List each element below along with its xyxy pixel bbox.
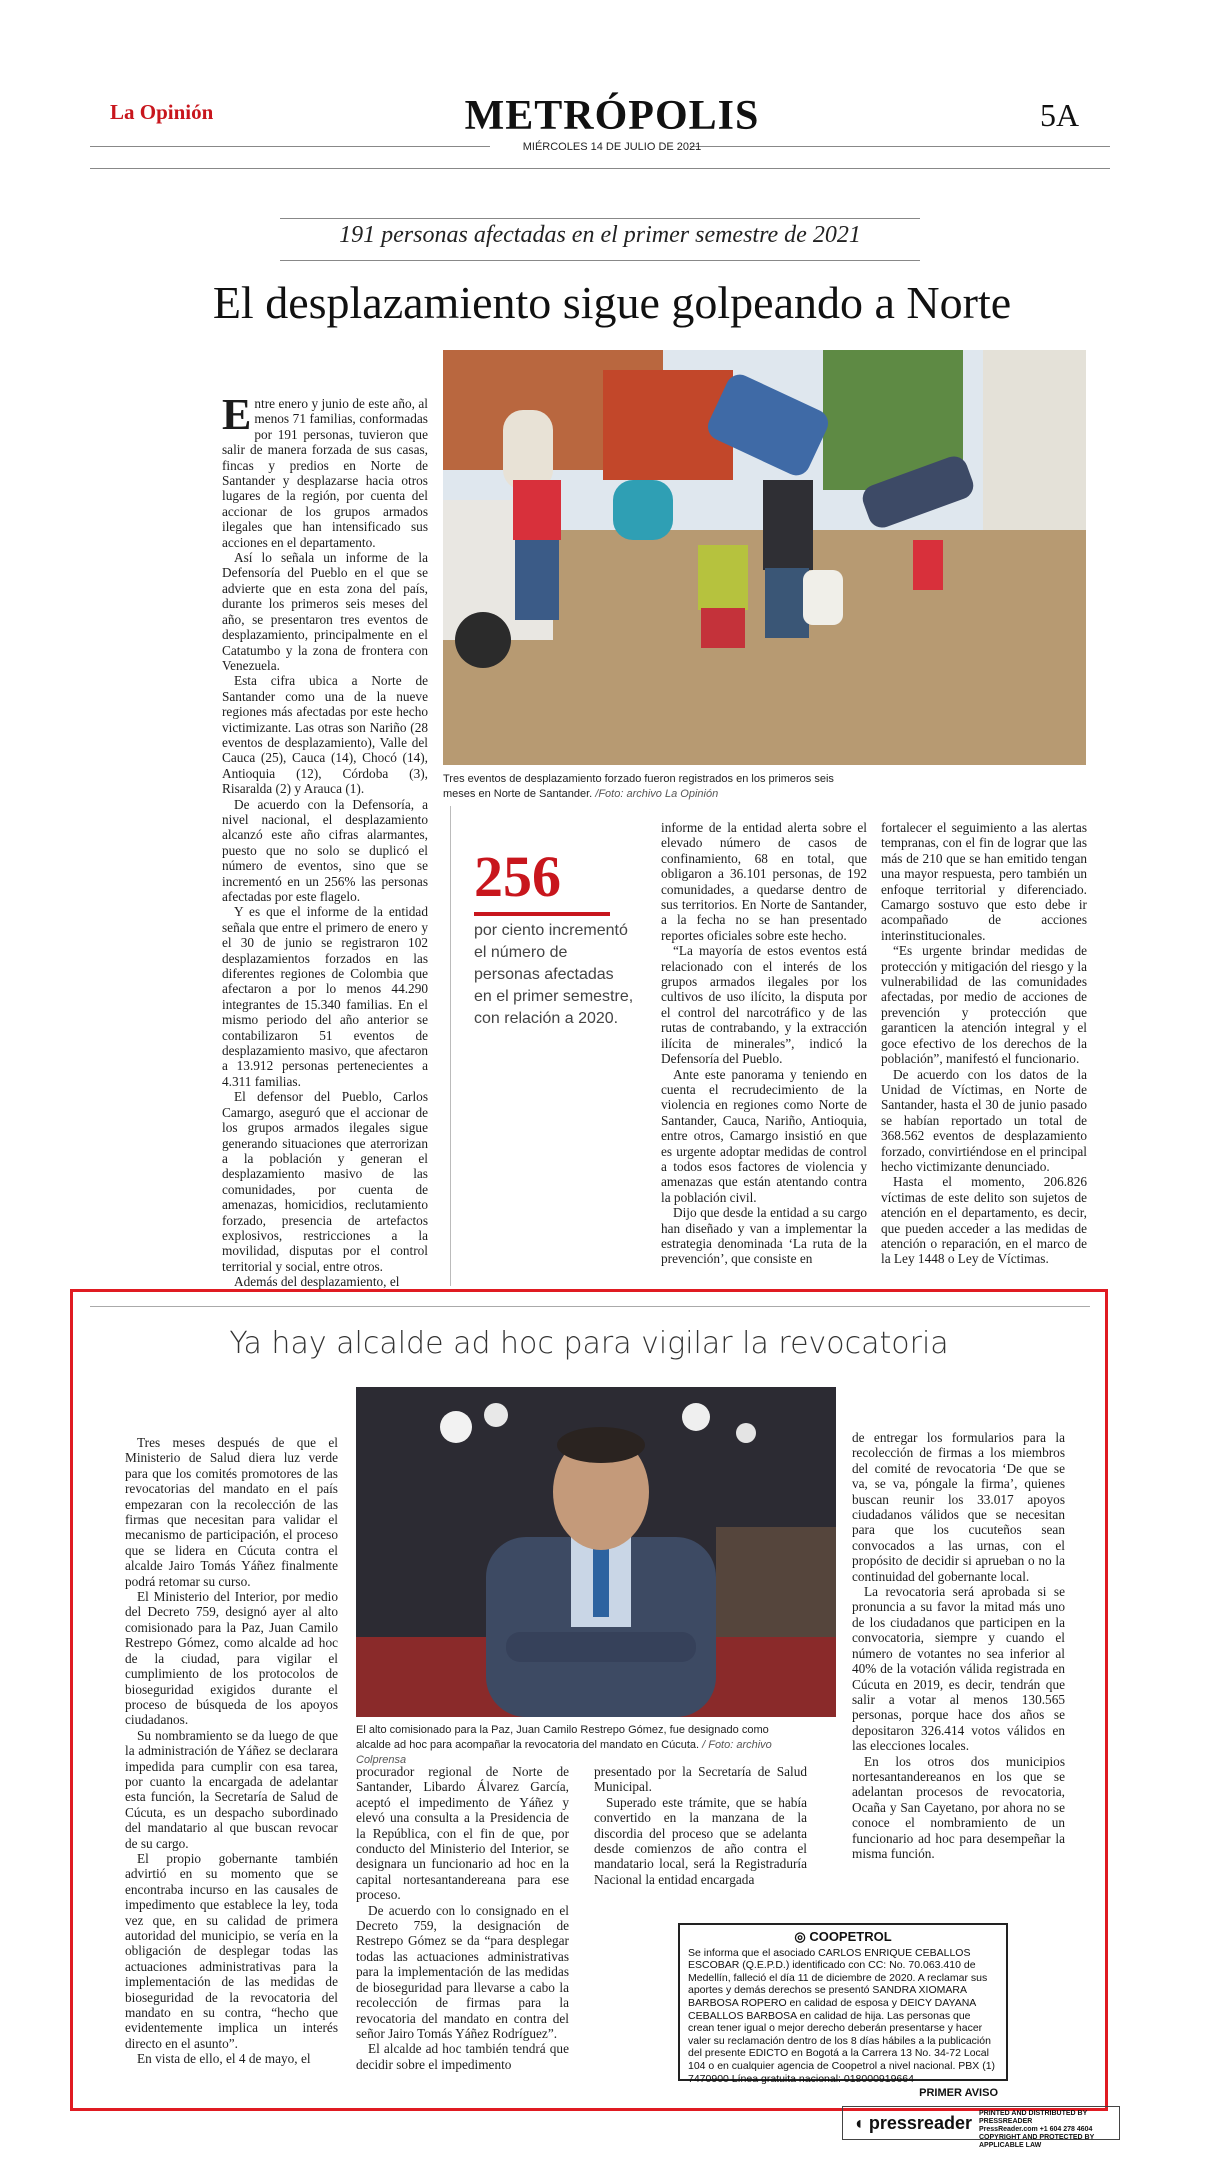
story-paragraph: En vista de ello, el 4 de mayo, el	[137, 2051, 311, 2067]
second-story-rule	[90, 1306, 1090, 1307]
story-paragraph: El alcalde ad hoc también tendrá que decidir sobre el impedimento	[356, 2041, 569, 2072]
displacement-photo-illustration	[443, 350, 1086, 765]
story-paragraph: Y es que el informe de la entidad señala que entre el primero de enero y el 30 de junio se registraron 102 desplazamientos forzados en las diferentes regiones de Colombia que afectaron a por lo menos 44.290 integrantes de 15.340 familias. En el mismo periodo del año anterior se contabilizaron 51 eventos de desplazamiento masivo, que afectaron a 13.912 personas pertenecientes a 4.311 familias.	[222, 904, 428, 1089]
pressreader-info: PRINTED AND DISTRIBUTED BY PRESSREADER PressReader.com +1 604 278 4604 COPYRIGHT AND PROTECTED BY APPLICABLE LAW	[979, 2110, 1095, 2149]
coopetrol-logo-icon: ◎	[794, 1929, 806, 1944]
story-kicker: 191 personas afectadas en el primer semestre de 2021	[339, 222, 861, 248]
story-paragraph: Tres meses después de que el Ministerio de Salud diera luz verde para que los comités promotores de las revocatorias del mandato en el país empezaran con la recolección de las firmas que necesitan para validar el mecanismo de participación, el proceso que se lidera en Cúcuta contra el alcalde Jairo Tomás Yáñez finalmente podrá retomar su curso.	[125, 1435, 338, 1589]
story-paragraph: El propio gobernante también advirtió en su momento que se encontraba incurso en las causales de impedimento que establece la ley, toda vez que, en su calidad de primera autoridad del municipio, se vería en la obligación de desplegar todas las actuaciones administrativas para la implementación de las medidas de bioseguridad de la revocatoria del mandato en su contra, “hecho que evidentemente implica un interés directo en el asunto”.	[125, 1850, 338, 2051]
second-story-column-1	[125, 1435, 338, 2067]
photo-credit: / Foto: archivo Colprensa	[356, 1739, 772, 1766]
story-paragraph: El Ministerio del Interior, por medio del Decreto 759, designó ayer al alto comisionado para la Paz, Juan Camilo Restrepo Gómez, como alcalde ad hoc de la ciudad, para vigilar el cumplimiento de los protocolos de bioseguridad exigidos durante el proceso de búsqueda de los apoyos ciudadanos.	[125, 1589, 338, 1728]
second-story-headline: Ya hay alcalde ad hoc para vigilar la revocatoria	[229, 1326, 949, 1361]
header-rule-bottom	[90, 168, 1110, 169]
photo-credit: /Foto: archivo La Opinión	[595, 788, 719, 800]
second-story-column-3	[594, 1764, 807, 1887]
story-paragraph: De acuerdo con lo consignado en el Decreto 759, la designación de Restrepo Gómez se da “para desplegar todas las actuaciones administrativas para la implementación de las medidas de bioseguridad para llevarse a cabo la recolección de firmas para la revocatoria del mandato en contra del señor Jairo Tomás Yáñez Rodríguez”.	[356, 1902, 569, 2041]
story-paragraph: Dijo que desde la entidad a su cargo han diseñado y van a implementar la estrategia denominada ‘La ruta de la prevención’, que consiste en	[661, 1205, 867, 1267]
story-column-3	[661, 820, 867, 1267]
story-paragraph: Hasta el momento, 206.826 víctimas de este delito son sujetos de atención en el departamento, es decir, que pueden acceder a las medidas de atención o reparación, en el marco de la Ley 1448 o Ley de Víctimas.	[881, 1174, 1087, 1267]
story-paragraph: De acuerdo con los datos de la Unidad de Víctimas, en Norte de Santander, hasta el 30 de junio pasado se habían reportado un total de 368.562 eventos de desplazamiento forzado, convirtiéndose en el principal hecho victimizante denunciado.	[881, 1066, 1087, 1174]
notice-brand: ◎ COOPETROL	[794, 1929, 892, 1944]
story-column-1	[222, 390, 428, 1290]
second-story-column-4	[852, 1430, 1065, 1861]
notice-body: Se informa que el asociado CARLOS ENRIQUE CEBALLOS ESCOBAR (Q.E.P.D.) identificado con CC: No. 70.063.410 de Medellín, falleció el día 11 de diciembre de 2020. A reclamar sus aportes y demás derechos se presentó SANDRA XIOMARA BARBOSA ROPERO en calidad de esposa y DEICY DAYANA CEBALLOS BARBOSA en calidad de hija. Las personas que crean tener igual o mejor derecho deberán presentarse y hacer valer su reclamación dentro de los 8 días hábiles a la publicación del presente EDICTO en Bogotá a la Carrera 13 No. 34-72 Local 104 o en cualquier agencia de Coopetrol a nivel nacional. PBX (1) 7470900 Línea gratuita nacional: 018000919664	[688, 1946, 996, 2085]
story-paragraph: Su nombramiento se da luego de que la administración de Yáñez se declarara impedida para cumplir con esa tarea, por cuanto la encargada de adelantar esta función, la Secretaría de Salud de Cúcuta, es un despacho subordinado del mandatario al que buscan revocar de su cargo.	[125, 1727, 338, 1851]
page-number: 5A	[1040, 97, 1080, 133]
story-paragraph: Así lo señala un informe de la Defensoría del Pueblo en el que se advierte que en esta zona del país, durante los primeros seis meses del año, se presentaron tres eventos de desplazamiento, principalmente en el Catatumbo y la zona de frontera con Venezuela.	[222, 550, 428, 673]
story-paragraph: procurador regional de Norte de Santander, Libardo Álvarez García, aceptó el impedimento de Yáñez y elevó una consulta a la Presidencia de la República, con el fin de que, por conducto del Ministerio del Interior, se designara un funcionario ad hoc en la capital nortesantandereana para ese proceso.	[356, 1764, 569, 1903]
story-paragraph: “Es urgente brindar medidas de protección y mitigación del riesgo y la vulnerabilidad de las comunidades afectadas, por medio de acciones de prevención y protección que garanticen la atención integral y el goce efectivo de los derechos de la población”, manifestó el funcionario.	[881, 943, 1087, 1067]
pressreader-badge[interactable]	[842, 2106, 1120, 2149]
newspaper-logo: La Opinión	[110, 100, 214, 124]
kicker-rule-bottom	[280, 260, 920, 261]
second-story-column-2	[356, 1764, 569, 2072]
story-paragraph: Entre enero y junio de este año, al menos 71 familias, conformadas por 191 personas, tuvieron que salir de manera forzada de sus casas, fincas y predios en Norte de Santander y desplazarse hacia otros lugares de la región, por cuenta del accionar de los grupos armados ilegales que han intensificado sus acciones en el departamento.	[222, 390, 428, 550]
legal-notice	[678, 1923, 1008, 2100]
story-paragraph: De acuerdo con la Defensoría, a nivel nacional, el desplazamiento alcanzó este año cifras alarmantes, puesto que no solo se duplicó el número de eventos, sino que se incrementó en un 256% las personas afectadas por este flagelo.	[222, 796, 428, 904]
story-paragraph: Esta cifra ubica a Norte de Santander como una de la nueve regiones más afectadas por este hecho victimizante. Las otras son Nariño (28 eventos de desplazamiento), Valle del Cauca (25), Cauca (14), Chocó (14), Antioquia (12), Córdoba (3), Risaralda (2) y Arauca (1).	[222, 673, 428, 797]
story-paragraph: fortalecer el seguimiento a las alertas tempranas, con el fin de lograr que las más de 210 que se han emitido tengan una mayor respuesta, pero también un enfoque territorial y diferenciado. Camargo sostuvo que esto debe ir acompañado de acciones interinstitucionales.	[881, 820, 1087, 943]
story-paragraph: de entregar los formularios para la recolección de firmas a los miembros del comité de revocatoria ‘De que se va, se va, póngale la firma’, quienes buscan reunir los 33.017 apoyos ciudadanos válidos que se necesitan para que los cucuteños sean convocados a las urnas, con el propósito de decidir si aprueban o no la continuidad del gobernante local.	[852, 1430, 1065, 1584]
story-headline: El desplazamiento sigue golpeando a Norte	[212, 277, 1012, 328]
official-portrait-photo	[356, 1387, 836, 1717]
story-paragraph: En los otros dos municipios nortesantandereanos en los que se adelantan procesos de revocatoria, Ocaña y San Cayetano, por ahora no se conoce el nombramiento de un funcionario ad hoc para desempeñar la misma función.	[852, 1753, 1065, 1861]
callout-text: por ciento incrementó el número de personas afectadas en el primer semestre, con relación a 2020.	[474, 922, 634, 1027]
photo-caption: Tres eventos de desplazamiento forzado fueron registrados en los primeros seis meses en Norte de Santander. /Foto: archivo La Opinión	[443, 773, 834, 800]
column-divider	[450, 806, 451, 1286]
pressreader-logo: ◖ pressreader	[853, 2113, 972, 2133]
dateline: MIÉRCOLES 14 DE JULIO DE 2021	[522, 141, 702, 153]
official-portrait-illustration	[356, 1387, 836, 1717]
story-paragraph: “La mayoría de estos eventos está relacionado con el interés de los grupos armados ilegales por los cultivos de uso ilícito, la disputa por el control del narcotráfico y de las rutas de contrabando, y la extracción ilícita de minerales”, indicó la Defensoría del Pueblo.	[661, 943, 867, 1067]
displacement-photo	[443, 350, 1086, 765]
pressreader-icon: ◖	[853, 2113, 864, 2133]
notice-footer: PRIMER AVISO	[919, 2087, 998, 2100]
drop-cap: E	[222, 390, 252, 439]
story-paragraph: La revocatoria será aprobada si se pronuncia a su favor la mitad más uno de los ciudadanos que participen en la convocatoria, siempre y cuando el número de votantes no sea inferior al 40% de la votación válida registrada en Cúcuta en 2019, es decir, tendrán que salir a votar al menos 130.565 personas, porque hace dos años se depositaron 326.414 votos válidos en las elecciones locales.	[852, 1584, 1065, 1754]
section-title: METRÓPOLIS	[464, 93, 760, 139]
second-photo-caption: El alto comisionado para la Paz, Juan Camilo Restrepo Gómez, fue designado como alcalde ad hoc para acompañar la revocatoria del mandato en Cúcuta. / Foto: archivo Colprensa	[356, 1724, 772, 1766]
callout-underline	[474, 912, 610, 916]
callout-number: 256	[474, 844, 561, 909]
story-paragraph: presentado por la Secretaría de Salud Municipal.	[594, 1764, 807, 1795]
story-paragraph: Además del desplazamiento, el	[234, 1274, 400, 1290]
story-paragraph: informe de la entidad alerta sobre el elevado número de casos de confinamiento, 68 en total, que obligaron a 36.101 personas, de 192 comunidades, a quedarse dentro de sus territorios. En Norte de Santander, a la fecha no se han presentado reportes oficiales sobre este hecho.	[661, 820, 867, 943]
story-paragraph: Superado este trámite, que se había convertido en la manzana de la discordia del proceso que se adelanta desde comienzos de año contra el mandatario local, será la Registraduría Nacional la entidad encargada	[594, 1794, 807, 1887]
story-paragraph: El defensor del Pueblo, Carlos Camargo, aseguró que el accionar de los grupos armados ilegales sigue generando situaciones que aterrorizan a la población y generan el desplazamiento masivo de las comunidades, por cuenta de amenazas, homicidios, reclutamiento forzado, presencia de artefactos explosivos, restricciones a la movilidad, disputas por el control territorial y social, entre otros.	[222, 1089, 428, 1274]
story-paragraph: Ante este panorama y teniendo en cuenta el recrudecimiento de la violencia en regiones como Norte de Santander, Cauca, Nariño, Antioquia, entre otros, Camargo insistió en que es urgente adoptar medidas de control a todos esos factores de violencia y amenazas que están atentando contra la población civil.	[661, 1066, 867, 1205]
kicker-rule-top	[280, 218, 920, 219]
story-column-4	[881, 820, 1087, 1267]
